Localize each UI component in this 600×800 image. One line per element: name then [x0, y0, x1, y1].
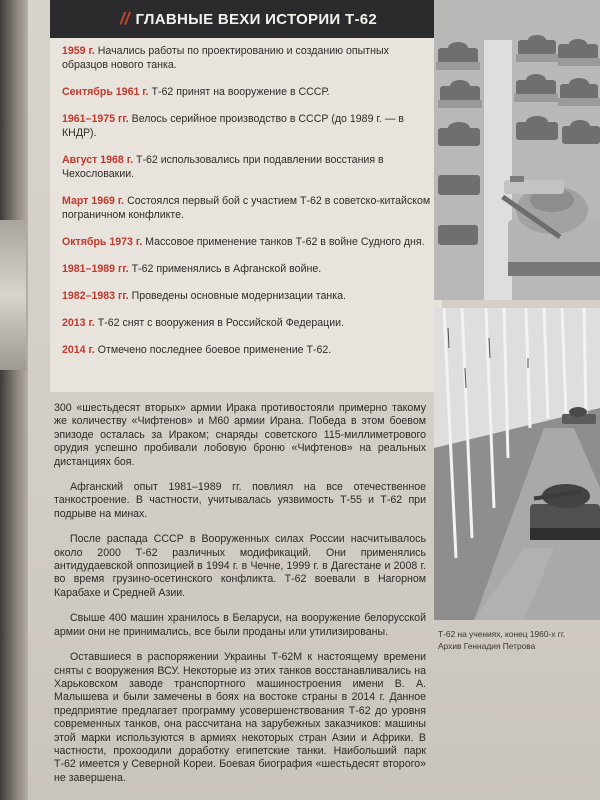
forest-tanks-illustration: [434, 308, 600, 620]
timeline-date: 1981–1989 гг.: [62, 263, 129, 275]
article-body: [54, 402, 426, 797]
article-paragraph: После распада СССР в Вооруженных силах России насчитывалось около 2000 Т-62 различных модификаций. Они применялись антидудаевской оппозицией в 1994 г. в Чечне, 1999 г. в Дагестане и 2008 г. во время грузино-осетинского конфликта. Т-62 воевали в Нагорном Карабахе и Средней Азии.: [54, 533, 426, 599]
timeline-date: 2014 г.: [62, 344, 95, 356]
timeline-item: [62, 44, 432, 72]
article-paragraph: Афганский опыт 1981–1989 гг. повлиял на все отечественное танкостроение. В частности, учитывалась уязвимость Т-55 и Т-62 при подрыве на минах.: [54, 481, 426, 520]
timeline-title: ГЛАВНЫЕ ВЕХИ ИСТОРИИ Т-62: [135, 10, 378, 28]
timeline-item: [62, 343, 432, 357]
timeline-text: Т-62 принят на вооружение в СССР.: [148, 86, 330, 98]
timeline-item: [62, 262, 432, 276]
timeline-text: Т-62 использовались при подавлении восстания в Чехословакии.: [62, 154, 384, 180]
photo-caption: [438, 628, 598, 652]
timeline-text: Т-62 снят с вооружения в Российской Федерации.: [94, 317, 345, 329]
book-page: [28, 0, 600, 800]
timeline-header: [50, 0, 442, 38]
timeline-item: [62, 289, 432, 303]
tank-exercise-photo: [434, 308, 600, 620]
article-paragraph: Оставшиеся в распоряжении Украины Т-62М к настоящему времени сняты с вооружения ВСУ. Некоторые из этих танков восстанавливались на Харьковском заводе транспортного машиностроения имени В. А. Малышева и были замечены в боях на востоке страны в 2014 г. Данное предприятие предлагает программу усовершенствования Т-62 до уровня современных танков, она рассчитана на зарубежных заказчиков: машины этой марки используются в армиях некоторых стран Азии и Африки. В частности, прохоодили доработку египетские танки. Наибольший парк Т-62 имеется у Северной Кореи. Боевая биография «шестьдесят второго» не завершена.: [54, 651, 426, 784]
tank-park-photo: [434, 0, 600, 300]
timeline-item: [62, 153, 432, 181]
timeline-date: Август 1968 г.: [62, 154, 134, 166]
timeline-date: 1959 г.: [62, 45, 95, 57]
timeline-text: Проведены основные модернизации танка.: [128, 290, 346, 302]
timeline-date: Сентябрь 1961 г.: [62, 86, 149, 98]
timeline-text: Отмечено последнее боевое применение Т-62.: [94, 344, 332, 356]
timeline-item: [62, 112, 432, 140]
timeline-item: [62, 235, 432, 249]
timeline-sidebar: [50, 0, 442, 392]
timeline-text: Массовое применение танков Т-62 в войне Судного дня.: [142, 236, 425, 248]
timeline-text: Т-62 применялись в Афганской войне.: [128, 263, 322, 275]
previous-page-photo-edge: [0, 220, 26, 370]
timeline-date: 2013 г.: [62, 317, 95, 329]
caption-line-description: Т-62 на учениях, конец 1960-х гг.: [438, 629, 566, 639]
timeline-date: 1982–1983 гг.: [62, 290, 129, 302]
timeline-date: Март 1969 г.: [62, 195, 125, 207]
tank-park-illustration: [434, 0, 600, 300]
article-paragraph: Свыше 400 машин хранилось в Беларуси, на вооружение белорусской армии они не принимались, все были проданы или утилизированы.: [54, 612, 426, 638]
book-spine: [0, 0, 30, 800]
timeline-item: [62, 194, 432, 222]
timeline-item: [62, 316, 432, 330]
caption-line-credit: Архив Геннадия Петрова: [438, 641, 536, 651]
timeline-date: Октябрь 1973 г.: [62, 236, 143, 248]
timeline-text: Состоялся первый бой с участием Т-62 в советско-китайском пограничном конфликте.: [62, 195, 431, 221]
article-paragraph: 300 «шестьдесят вторых» армии Ирака противостояли примерно такому же количеству «Чифтенов» и М60 армии Ирана. Победа в этом боевом эпизоде осталась за Ираком; снаряды советского 115-миллиметрового орудия успешно пробивали лобовую броню «Чифтенов» на реальных дистанциях боя.: [54, 402, 426, 468]
timeline-text: Велось серийное производство в СССР (до 1989 г. — в КНДР).: [62, 113, 405, 139]
slashes-ornament: //: [120, 9, 130, 28]
timeline-text: Начались работы по проектированию и созданию опытных образцов нового танка.: [62, 45, 389, 71]
timeline-item: [62, 85, 432, 99]
timeline-list: [50, 38, 442, 357]
timeline-date: 1961–1975 гг.: [62, 113, 129, 125]
